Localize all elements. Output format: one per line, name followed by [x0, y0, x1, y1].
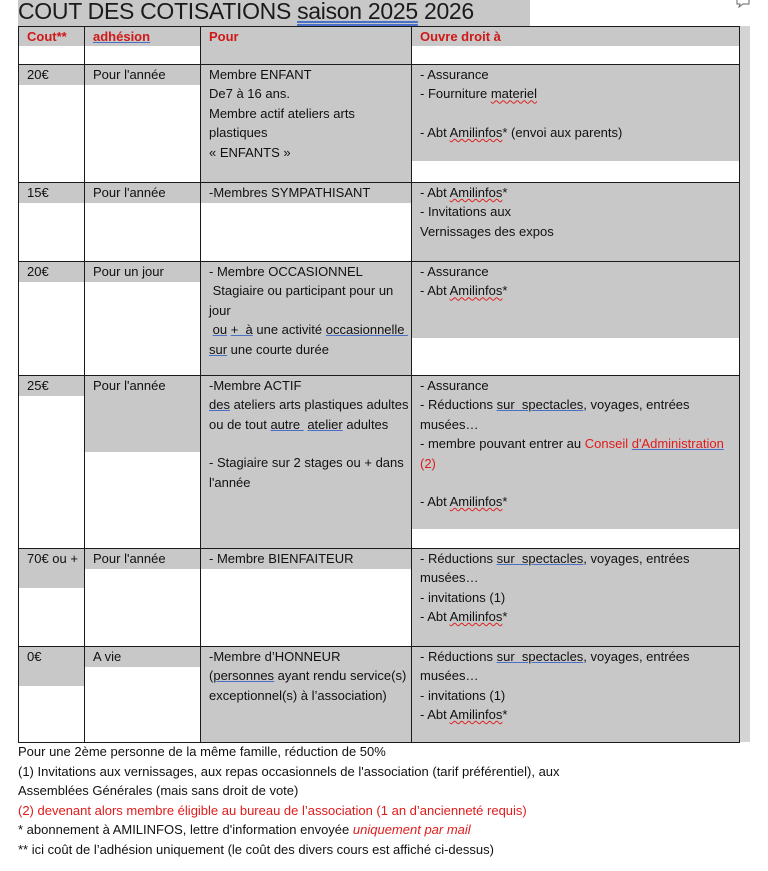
- header-cell-pour: [201, 27, 412, 65]
- droit-item: - Fourniture materiel: [420, 86, 538, 102]
- table-header-row: [19, 27, 740, 65]
- conseil-link: Conseil d'Administration (2): [420, 436, 724, 471]
- table-row: [19, 549, 740, 647]
- droit-item: - invitations (1): [420, 687, 506, 703]
- pour-line: (personnes ayant rendu service(s) exceptionnel(s) à l’association): [209, 668, 407, 703]
- pour-line: « ENFANTS »: [209, 144, 291, 160]
- droit-item: - Abt Amilinfos*: [420, 494, 508, 510]
- cotisations-table: [18, 26, 740, 743]
- pour-description: - Membre BIENFAITEUR: [201, 549, 411, 569]
- note-double-star: ** ici coût de l’adhésion uniquement (le coût des divers cours est affiché ci-dessus): [18, 841, 494, 857]
- table-row: [19, 647, 740, 743]
- cout-value: 15€: [19, 183, 84, 203]
- table-shadow: [740, 26, 750, 742]
- note-family-discount: Pour une 2ème personne de la même famille, réduction de 50%: [18, 744, 386, 759]
- spacer: [420, 104, 739, 123]
- pour-line: Membre ENFANT: [209, 67, 312, 82]
- droit-item: - Réductions sur spectacles, voyages, entrées musées…: [420, 551, 690, 586]
- header-label: Cout**: [19, 27, 84, 46]
- droits-list: [412, 549, 739, 627]
- droit-item: - Assurance: [420, 67, 489, 82]
- droit-item: - Assurance: [420, 378, 489, 393]
- pour-line: - Stagiaire sur 2 stages ou + dans l'année: [209, 455, 404, 490]
- adhesion-value: Pour l'année: [85, 183, 200, 203]
- spacer: [209, 434, 411, 453]
- footnotes: [18, 742, 758, 859]
- droits-list: [412, 262, 739, 338]
- header-cell-adhesion: [85, 27, 201, 65]
- header-label: adhésion: [93, 29, 151, 44]
- note-star-emphasis: uniquement par mail: [352, 822, 471, 837]
- spell-flag: Amilinfos: [449, 609, 503, 625]
- spell-flag: Amilinfos: [449, 185, 503, 200]
- title-part-3: 2026: [417, 0, 474, 24]
- adhesion-value: Pour l'année: [85, 65, 200, 85]
- droit-item: - Abt Amilinfos* (envoi aux parents): [420, 124, 623, 140]
- pour-line: De7 à 16 ans.: [209, 86, 290, 102]
- spell-flag: Amilinfos: [449, 124, 503, 140]
- spell-flag: Amilinfos: [449, 283, 503, 299]
- adhesion-value: Pour l'année: [85, 549, 200, 569]
- pour-line: -Membre ACTIF: [209, 378, 302, 393]
- droit-item: - invitations (1): [420, 589, 506, 605]
- table-row: [19, 376, 740, 549]
- droits-list: [412, 65, 739, 161]
- header-label: Pour: [209, 29, 239, 44]
- droits-list: [412, 183, 739, 241]
- cout-value: 25€: [19, 376, 84, 396]
- adhesion-value: Pour un jour: [85, 262, 200, 282]
- pour-description: [201, 376, 411, 492]
- pour-line: - Membre OCCASIONNEL: [209, 264, 363, 279]
- table-row: [19, 262, 740, 376]
- droit-item: - Invitations aux: [420, 204, 512, 220]
- cout-value: 20€: [19, 65, 84, 85]
- note-star: * abonnement à AMILINFOS, lettre d'information envoyée uniquement par mail: [18, 822, 471, 837]
- spacer: [420, 473, 739, 492]
- droit-item: - Abt Amilinfos*: [420, 283, 508, 299]
- title-part-1: COUT DES COTISATIONS: [18, 0, 298, 24]
- pour-description: [201, 65, 411, 162]
- spell-flag: materiel: [490, 86, 538, 102]
- table-row: [19, 65, 740, 183]
- droit-item: - membre pouvant entrer au Conseil d'Administration (2): [420, 436, 724, 471]
- adhesion-value: A vie: [85, 647, 200, 667]
- droit-item: - Abt Amilinfos*: [420, 609, 508, 625]
- cout-value: 0€: [19, 647, 84, 686]
- pour-line: Membre actif ateliers arts plastiques: [209, 105, 355, 141]
- header-cell-cout: [19, 27, 85, 65]
- pour-description: [201, 647, 411, 705]
- spell-flag: Amilinfos: [449, 707, 503, 723]
- header-label: Ouvre droit à: [412, 27, 739, 46]
- pour-description: [201, 262, 411, 359]
- note-2: (2) devenant alors membre éligible au bureau de l’association (1 an d’ancienneté requis): [18, 802, 527, 818]
- droit-item: - Abt Amilinfos*: [420, 185, 508, 200]
- note-1: (1) Invitations aux vernissages, aux repas occasionnels de l'association (tarif préférentiel), aux Assemblées Générales (mais sans droit de vote): [18, 763, 560, 798]
- droit-item: - Assurance: [420, 264, 489, 279]
- droit-item: - Réductions sur spectacles, voyages, entrées musées…: [420, 649, 690, 684]
- droit-item: Vernissages des expos: [420, 223, 554, 239]
- pour-description: -Membres SYMPATHISANT: [201, 183, 411, 203]
- pour-line: des ateliers arts plastiques adultes ou de tout autre atelier adultes: [209, 397, 409, 432]
- speech-bubble-icon[interactable]: [736, 0, 750, 8]
- cout-value: 20€: [19, 262, 84, 282]
- page-title: [18, 0, 530, 26]
- table-row: [19, 183, 740, 262]
- droit-item: - Réductions sur spectacles, voyages, entrées musées…: [420, 397, 690, 432]
- droits-list: [412, 647, 739, 725]
- pour-line: -Membre d’HONNEUR: [209, 649, 341, 664]
- adhesion-value: Pour l'année: [85, 376, 200, 452]
- pour-line: ou + à une activité occasionnelle sur une courte durée: [209, 322, 409, 357]
- droits-list: [412, 376, 739, 529]
- droit-item: - Abt Amilinfos*: [420, 707, 508, 723]
- title-part-2: saison 2025: [297, 0, 418, 24]
- spell-flag: Amilinfos: [449, 494, 503, 510]
- pour-line: Stagiaire ou participant pour un jour: [209, 283, 394, 318]
- cout-value: 70€ ou +: [19, 549, 84, 588]
- header-cell-droits: [412, 27, 740, 65]
